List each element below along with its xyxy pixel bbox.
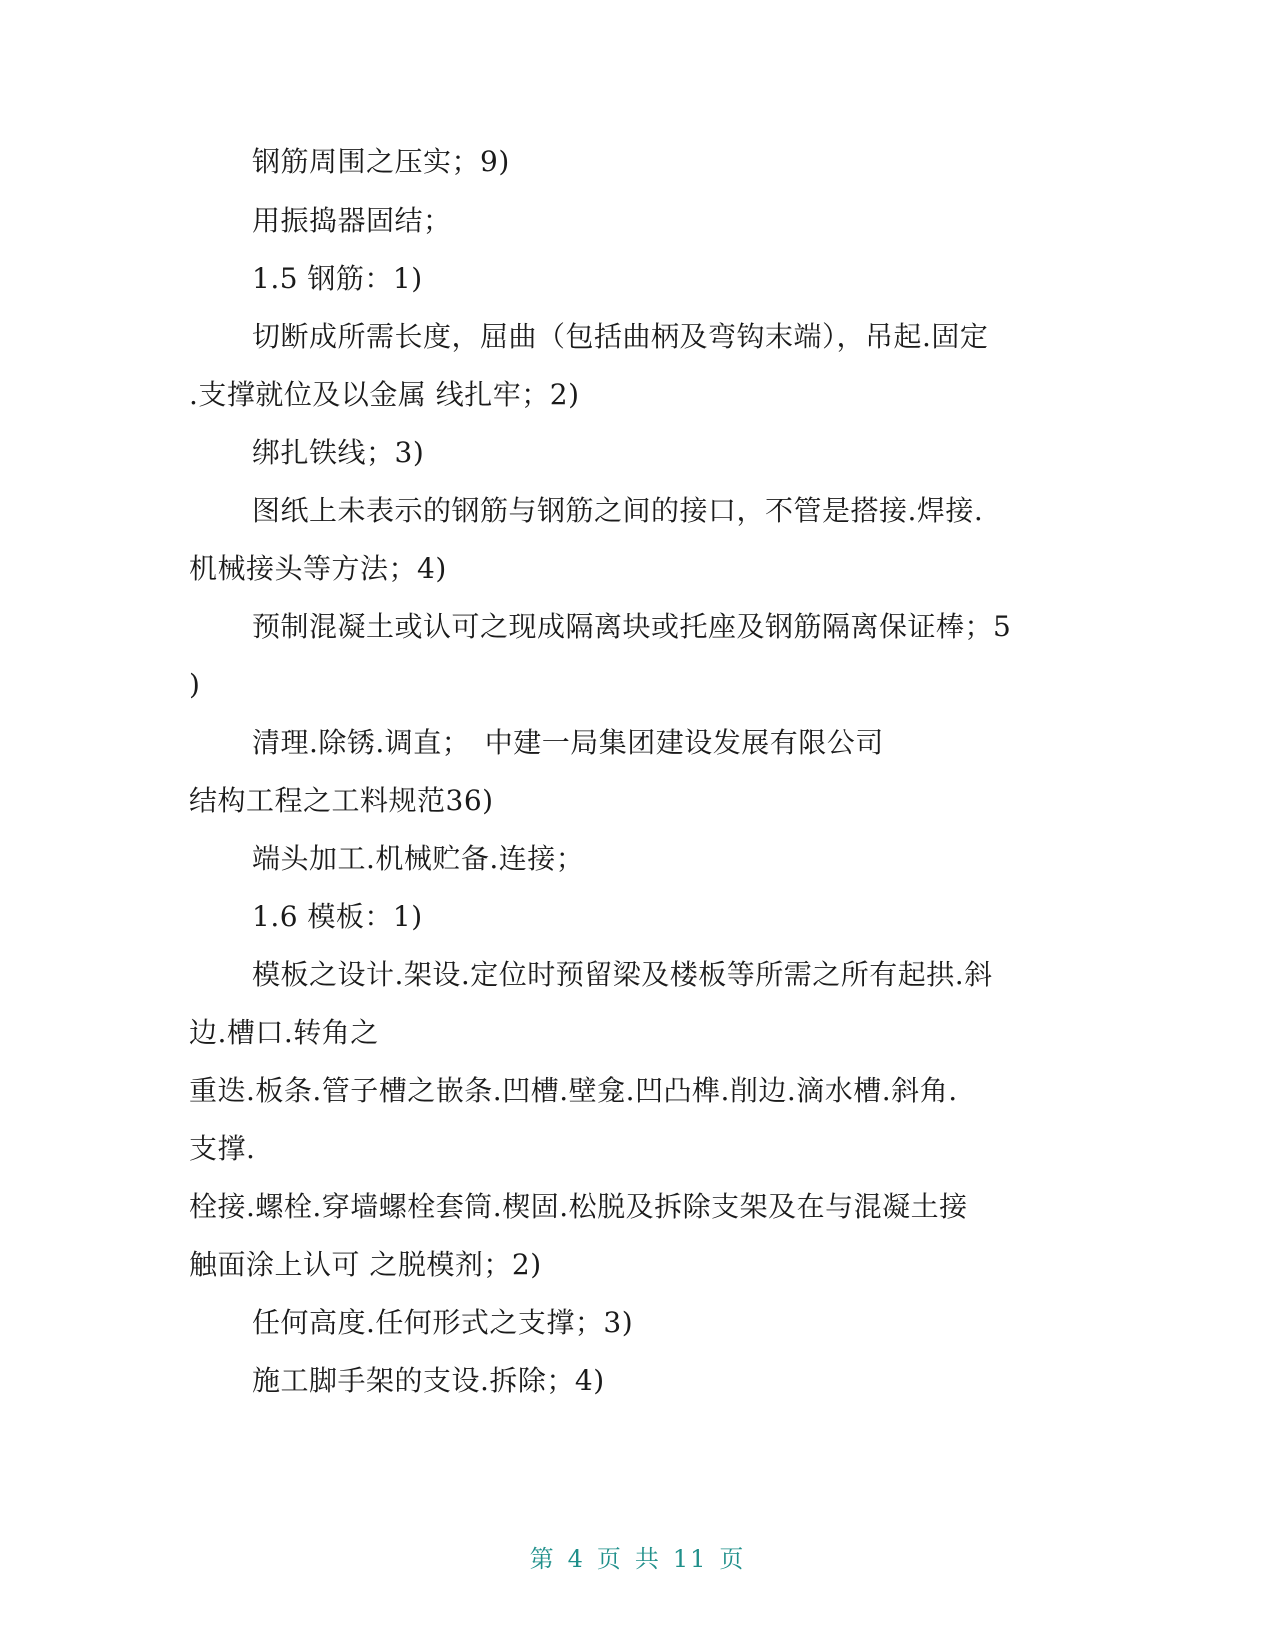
text-line: 清理.除锈.调直； 中建一局集团建设发展有限公司 xyxy=(252,726,884,759)
total-pages-number: 11 xyxy=(672,1545,708,1573)
text-line: 模板之设计.架设.定位时预留梁及楼板等所需之所有起拱.斜 xyxy=(252,958,993,991)
current-page-number: 4 xyxy=(567,1545,585,1573)
text-line: 切断成所需长度，屈曲（包括曲柄及弯钩末端），吊起.固定 xyxy=(252,320,989,353)
text-line: ) xyxy=(189,668,201,701)
text-line: 钢筋周围之压实；9) xyxy=(252,145,510,178)
text-line: .支撑就位及以金属 线扎牢；2) xyxy=(189,378,580,411)
text-line: 重迭.板条.管子槽之嵌条.凹槽.壁龛.凹凸榫.削边.滴水槽.斜角. xyxy=(189,1074,958,1107)
text-line: 施工脚手架的支设.拆除；4) xyxy=(252,1364,605,1397)
text-line: 栓接.螺栓.穿墙螺栓套筒.楔固.松脱及拆除支架及在与混凝土接 xyxy=(189,1190,968,1223)
text-line: 图纸上未表示的钢筋与钢筋之间的接口，不管是搭接.焊接. xyxy=(252,494,984,527)
footer-ye2: 页 xyxy=(719,1545,746,1573)
text-line: 触面涂上认可 之脱模剂；2) xyxy=(189,1248,542,1281)
text-line: 边.槽口.转角之 xyxy=(189,1016,379,1049)
text-line: 结构工程之工料规范36) xyxy=(189,784,494,817)
text-line: 机械接头等方法；4) xyxy=(189,552,447,585)
page-footer xyxy=(0,1542,1275,1576)
text-line: 1.6 模板：1) xyxy=(252,900,423,933)
text-line: 任何高度.任何形式之支撑；3) xyxy=(252,1306,634,1339)
footer-gong: 共 xyxy=(634,1545,661,1573)
text-line: 用振捣器固结； xyxy=(252,204,452,237)
text-line: 支撑. xyxy=(189,1132,256,1165)
text-line: 预制混凝土或认可之现成隔离块或托座及钢筋隔离保证棒；5 xyxy=(252,610,1012,643)
footer-di: 第 xyxy=(529,1545,556,1573)
text-line: 绑扎铁线；3) xyxy=(252,436,425,469)
text-line: 端头加工.机械贮备.连接； xyxy=(252,842,585,875)
footer-ye: 页 xyxy=(596,1545,623,1573)
text-line: 1.5 钢筋：1) xyxy=(252,262,423,295)
